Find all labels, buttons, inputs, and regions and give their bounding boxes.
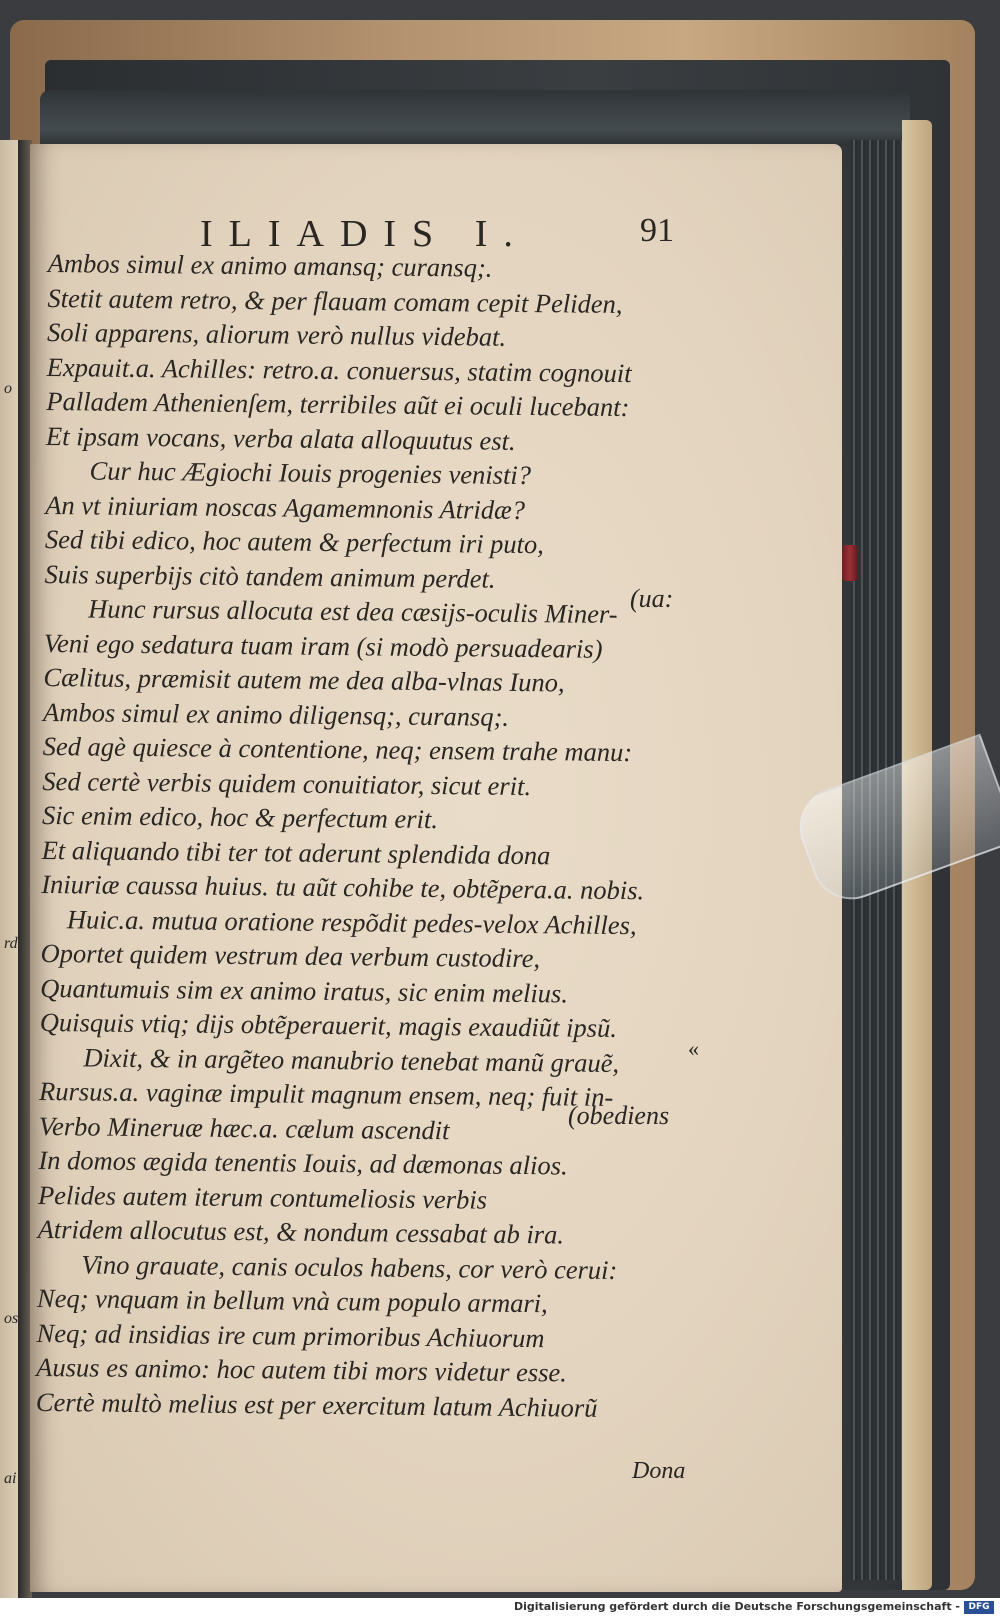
text-line: Vino grauate, canis oculos habens, cor verò cerui: <box>81 1248 618 1285</box>
text-line: Pelides autem iterum contumeliosis verbis <box>37 1179 488 1215</box>
margin-mark: ai <box>4 1470 17 1487</box>
text-line: Sed agè quiesce à contentione, neq; ensem trahe manu: <box>42 730 633 768</box>
text-line: Atridem allocutus est, & nondum cessabat ab ira. <box>37 1213 565 1250</box>
text-line: Huic.a. mutua oratione respõdit pedes-velox Achilles, <box>66 903 637 940</box>
text-line: Dixit, & in argẽteo manubrio tenebat manũ grauẽ, <box>83 1041 620 1078</box>
text-line: Cur huc Ægiochi Iouis progenies venisti? <box>89 455 532 491</box>
dfg-logo-icon: DFG <box>964 1601 994 1614</box>
text-line: Stetit autem retro, & per flauam comam cepit Peliden, <box>47 282 623 319</box>
text-line: Iniuriæ caussa huius. tu aũt cohibe te, obtẽpera.a. nobis. <box>41 868 645 906</box>
text-line: Soli apparens, aliorum verò nullus videbat. <box>46 316 507 352</box>
margin-mark: o <box>4 380 12 397</box>
turnover-note: (obediens <box>568 1101 670 1130</box>
catchword: Dona <box>632 1458 686 1484</box>
margin-quote-mark: « <box>688 1036 699 1061</box>
text-line: Neq; ad insidias ire cum primoribus Achiuorum <box>36 1317 545 1353</box>
margin-mark: rd <box>4 935 18 952</box>
text-line: Et ipsam vocans, verba alata alloquutus est. <box>45 420 516 456</box>
text-column <box>36 246 788 1427</box>
text-line: Veni ego sedatura tuam iram (si modò persuadearis) <box>43 627 603 664</box>
running-title: ILIADIS I. <box>200 213 529 255</box>
text-line: Sic enim edico, hoc & perfectum erit. <box>41 799 439 835</box>
text-line: Quantumuis sim ex animo iratus, sic enim melius. <box>40 972 569 1008</box>
text-line: Palladem Athenienſem, terribiles aũt ei oculi lucebant: <box>46 385 630 423</box>
margin-mark: os <box>4 1310 19 1327</box>
text-line: Ambos simul ex animo diligensq;, curansq;. <box>42 696 510 732</box>
text-line: Ausus es animo: hoc autem tibi mors videtur esse. <box>36 1351 568 1388</box>
text-line: Quisquis vtiq; dijs obtẽperauerit, magis exaudiũt ipsũ. <box>39 1006 618 1043</box>
text-line: Hunc rursus allocuta est dea cæsijs-oculis Miner- <box>88 593 618 629</box>
funding-notice: Digitalisierung gefördert durch die Deutsche Forschungsgemeinschaft - <box>513 1600 960 1613</box>
turnover-note: (ua: <box>630 584 674 613</box>
text-line: Verbo Mineruæ hæc.a. cælum ascendit <box>38 1110 450 1145</box>
book-top-edge <box>40 90 910 146</box>
text-line: Et aliquando tibi ter tot aderunt splendida dona <box>41 834 551 870</box>
text-line: Suis superbijs citò tandem animum perdet. <box>44 558 496 594</box>
text-line: Rursus.a. vaginæ impulit magnum ensem, neq; fuit in- <box>38 1075 614 1112</box>
text-line: Cælitus, præmisit autem me dea alba-vlnas Iuno, <box>43 661 565 698</box>
text-line: Certè multò melius est per exercitum latum Achiuorũ <box>35 1386 598 1423</box>
text-line: An vt iniuriam noscas Agamemnonis Atridæ? <box>45 489 526 525</box>
text-line: Neq; vnquam in bellum vnà cum populo armari, <box>36 1282 548 1319</box>
ribbon-marker <box>842 545 858 581</box>
text-line: Expauit.a. Achilles: retro.a. conuersus, statim cognouit <box>46 351 632 388</box>
text-line: Sed certè verbis quidem conuitiator, sicut erit. <box>42 765 532 801</box>
text-line: Oportet quidem vestrum dea verbum custodire, <box>40 937 541 974</box>
text-line: Sed tibi edico, hoc autem & perfectum iri puto, <box>44 523 545 560</box>
text-line: In domos ægida tenentis Iouis, ad dæmonas alios. <box>38 1144 568 1181</box>
text-line: Ambos simul ex animo amansq; curansq;. <box>47 247 493 283</box>
page-number: 91 <box>640 212 674 249</box>
